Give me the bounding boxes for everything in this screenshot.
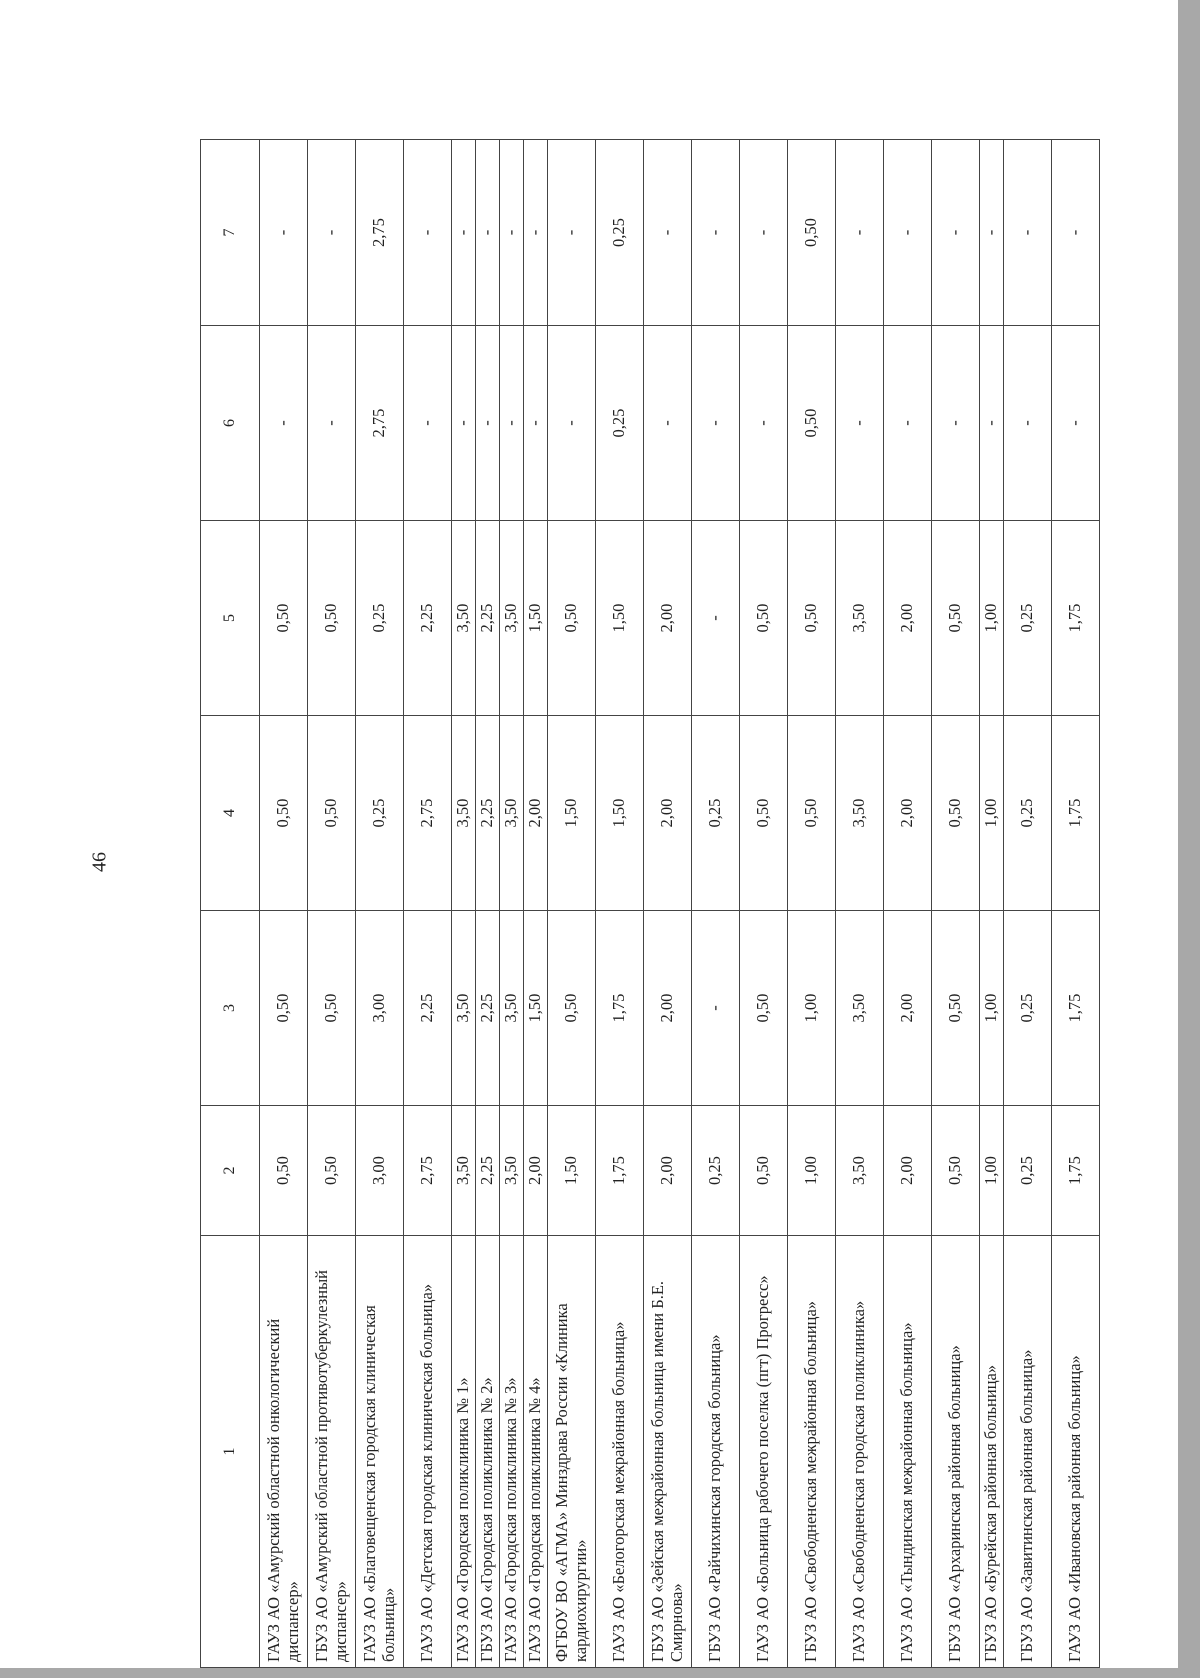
table-row — [740, 140, 788, 1668]
institution-name-cell: ГАУЗ АО «Городская поликлиника № 3» — [500, 1236, 524, 1668]
value-cell-col4: 0,25 — [692, 716, 740, 911]
table-row — [1052, 140, 1100, 1668]
value-cell-col2: 1,00 — [980, 1106, 1004, 1236]
institution-name-cell: ГАУЗ АО «Городская поликлиника № 4» — [524, 1236, 548, 1668]
value-cell-col7: - — [740, 140, 788, 326]
value-cell-col4: 0,50 — [932, 716, 980, 911]
value-cell-col5: 0,50 — [260, 521, 308, 716]
header-cell: 2 — [201, 1106, 260, 1236]
table-row — [308, 140, 356, 1668]
value-cell-col3: 2,00 — [884, 911, 932, 1106]
value-cell-col3: 2,25 — [476, 911, 500, 1106]
value-cell-col5: 1,75 — [1052, 521, 1100, 716]
value-cell-col2: 0,25 — [692, 1106, 740, 1236]
table-row — [596, 140, 644, 1668]
scan-edge-bottom — [0, 1668, 1200, 1678]
data-table — [200, 139, 1100, 1668]
value-cell-col4: 0,50 — [260, 716, 308, 911]
value-cell-col2: 2,75 — [404, 1106, 452, 1236]
value-cell-col4: 3,50 — [500, 716, 524, 911]
value-cell-col4: 0,25 — [356, 716, 404, 911]
value-cell-col7: - — [548, 140, 596, 326]
table-row — [476, 140, 500, 1668]
value-cell-col3: 2,25 — [404, 911, 452, 1106]
value-cell-col3: 3,00 — [356, 911, 404, 1106]
institution-name-cell: ГБУЗ АО «Бурейская районная больница» — [980, 1236, 1004, 1668]
institution-name-cell: ГАУЗ АО «Белогорская межрайонная больница» — [596, 1236, 644, 1668]
institution-name-cell: ГАУЗ АО «Благовещенская городская клиническая больница» — [356, 1236, 404, 1668]
value-cell-col4: 3,50 — [836, 716, 884, 911]
value-cell-col3: 0,50 — [740, 911, 788, 1106]
value-cell-col2: 3,50 — [452, 1106, 476, 1236]
institution-name-cell: ГАУЗ АО «Амурский областной онкологический диспансер» — [260, 1236, 308, 1668]
value-cell-col7: - — [452, 140, 476, 326]
value-cell-col7: - — [692, 140, 740, 326]
table-row — [644, 140, 692, 1668]
value-cell-col5: 2,00 — [884, 521, 932, 716]
value-cell-col5: 1,50 — [524, 521, 548, 716]
value-cell-col4: 0,50 — [308, 716, 356, 911]
value-cell-col3: 3,50 — [836, 911, 884, 1106]
value-cell-col6: 2,75 — [356, 326, 404, 521]
value-cell-col4: 1,50 — [548, 716, 596, 911]
value-cell-col5: 2,25 — [404, 521, 452, 716]
value-cell-col5: 2,25 — [476, 521, 500, 716]
table-row — [836, 140, 884, 1668]
institution-name-cell: ГБУЗ АО «Завитинская районная больница» — [1004, 1236, 1052, 1668]
value-cell-col7: - — [1052, 140, 1100, 326]
value-cell-col6: - — [980, 326, 1004, 521]
value-cell-col7: 0,50 — [788, 140, 836, 326]
header-cell: 7 — [201, 140, 260, 326]
value-cell-col2: 3,50 — [836, 1106, 884, 1236]
value-cell-col5: 1,50 — [596, 521, 644, 716]
table-row — [500, 140, 524, 1668]
table-row — [452, 140, 476, 1668]
value-cell-col3: 0,50 — [308, 911, 356, 1106]
value-cell-col5: 0,50 — [308, 521, 356, 716]
value-cell-col6: - — [476, 326, 500, 521]
value-cell-col4: 0,50 — [788, 716, 836, 911]
table-row — [980, 140, 1004, 1668]
institution-name-cell: ГБУЗ АО «Архаринская районная больница» — [932, 1236, 980, 1668]
value-cell-col5: 3,50 — [500, 521, 524, 716]
value-cell-col2: 2,00 — [644, 1106, 692, 1236]
institution-name-cell: ГБУЗ АО «Райчихинская городская больница» — [692, 1236, 740, 1668]
value-cell-col7: - — [644, 140, 692, 326]
table-row — [932, 140, 980, 1668]
value-cell-col6: - — [1004, 326, 1052, 521]
value-cell-col7: - — [932, 140, 980, 326]
value-cell-col7: - — [308, 140, 356, 326]
value-cell-col6: - — [500, 326, 524, 521]
value-cell-col5: 3,50 — [452, 521, 476, 716]
value-cell-col7: - — [836, 140, 884, 326]
table-row — [548, 140, 596, 1668]
table-row — [1004, 140, 1052, 1668]
value-cell-col2: 0,50 — [308, 1106, 356, 1236]
value-cell-col2: 1,50 — [548, 1106, 596, 1236]
table-body — [201, 140, 1100, 1668]
header-cell: 4 — [201, 716, 260, 911]
value-cell-col3: 1,50 — [524, 911, 548, 1106]
table-row — [356, 140, 404, 1668]
value-cell-col6: - — [308, 326, 356, 521]
table-row — [260, 140, 308, 1668]
value-cell-col5: 0,50 — [932, 521, 980, 716]
value-cell-col2: 2,25 — [476, 1106, 500, 1236]
value-cell-col4: 1,75 — [1052, 716, 1100, 911]
value-cell-col5: 2,00 — [644, 521, 692, 716]
institution-name-cell: ГАУЗ АО «Свободненская городская поликлиника» — [836, 1236, 884, 1668]
value-cell-col3: 1,00 — [980, 911, 1004, 1106]
value-cell-col3: 0,50 — [548, 911, 596, 1106]
value-cell-col2: 0,50 — [740, 1106, 788, 1236]
value-cell-col6: - — [548, 326, 596, 521]
value-cell-col2: 1,75 — [1052, 1106, 1100, 1236]
value-cell-col2: 1,75 — [596, 1106, 644, 1236]
value-cell-col7: - — [524, 140, 548, 326]
rotated-table-container — [200, 140, 1100, 1668]
value-cell-col2: 0,50 — [260, 1106, 308, 1236]
institution-name-cell: ГАУЗ АО «Тындинская межрайонная больница» — [884, 1236, 932, 1668]
value-cell-col3: 1,00 — [788, 911, 836, 1106]
value-cell-col5: 3,50 — [836, 521, 884, 716]
value-cell-col4: 2,25 — [476, 716, 500, 911]
value-cell-col6: - — [644, 326, 692, 521]
value-cell-col3: - — [692, 911, 740, 1106]
document-page: 46 1 2 3 4 5 6 7 ГАУЗ АО «Амурский областной онкологический диспансер» 0,50 0,50 0,50 0,50 - - ГБУЗ АО «Амурский областной противотуберкулезный диспансер» 0,50 0,50 0,50 0,50 - - ГАУЗ АО «Благовещенская городская клиническая больница» 3,00 3,00 0,25 0,25 2,75 2,75 ГАУЗ АО «Детская городская клиническая больница» 2,75 2,25 2,75 2,25 - - ГАУЗ АО «Городская поликлиника № 1» 3,50 3,50 3,50 3,50 - - ГБУЗ АО «Городская поликлиника № 2» 2,25 2,25 2,25 2,25 - - ГАУЗ АО «Городская поликлиника № 3» 3,50 3,50 3,50 3,50 - - ГАУЗ АО «Городская поликлиника № 4» 2,00 1,50 2,00 1,50 - - ФГБОУ ВО «АГМА» Минздрава России «Клиника кардиохирургии» 1,50 0,50 1,50 0,50 - - ГАУЗ АО «Белогорская межрайонная больница» 1,75 1,75 1,50 1,50 0,25 0,25 ГБУЗ АО «Зейская межрайонная больница имени Б.Е. Смирнова» 2,00 2,00 2,00 2,00 - - ГБУЗ АО «Райчихинская городская больница» 0,25 - 0,25 - - - ГАУЗ АО «Больница рабочего поселка (пгт) Прогресс» 0,50 0,50 0,50 0,50 - - ГБУЗ АО «Свободненская межрайонная больница» 1,00 1,00 0,50 0,50 0,50 0,50 ГАУЗ АО «Свободненская городская поликлиника» 3,50 3,50 3,50 3,50 - - ГАУЗ АО «Тындинская межрайонная больница» 2,00 2,00 2,00 2,00 - - ГБУЗ АО «Архаринская районная больница» 0,50 0,50 0,50 0,50 - - ГБУЗ АО «Бурейская районная больница» 1,00 1,00 1,00 1,00 - - ГБУЗ АО «Завитинская районная больница» 0,25 0,25 0,25 0,25 - - ГАУЗ АО «Ивановская районная больница» 1,75 1,75 1,75 1,75 - - — [0, 0, 1178, 1668]
value-cell-col7: - — [1004, 140, 1052, 326]
table-row — [884, 140, 932, 1668]
scan-edge-right — [1178, 0, 1200, 1678]
value-cell-col5: 0,25 — [1004, 521, 1052, 716]
value-cell-col2: 2,00 — [524, 1106, 548, 1236]
value-cell-col7: - — [980, 140, 1004, 326]
value-cell-col4: 2,75 — [404, 716, 452, 911]
value-cell-col7: 2,75 — [356, 140, 404, 326]
value-cell-col6: - — [692, 326, 740, 521]
header-cell: 6 — [201, 326, 260, 521]
table-row — [524, 140, 548, 1668]
value-cell-col3: 0,50 — [260, 911, 308, 1106]
value-cell-col6: - — [452, 326, 476, 521]
value-cell-col5: 0,50 — [788, 521, 836, 716]
value-cell-col2: 2,00 — [884, 1106, 932, 1236]
value-cell-col4: 2,00 — [884, 716, 932, 911]
institution-name-cell: ГБУЗ АО «Городская поликлиника № 2» — [476, 1236, 500, 1668]
value-cell-col4: 3,50 — [452, 716, 476, 911]
value-cell-col4: 1,00 — [980, 716, 1004, 911]
table-row — [692, 140, 740, 1668]
value-cell-col2: 3,50 — [500, 1106, 524, 1236]
value-cell-col3: 1,75 — [596, 911, 644, 1106]
value-cell-col3: 3,50 — [452, 911, 476, 1106]
value-cell-col3: 3,50 — [500, 911, 524, 1106]
value-cell-col7: - — [500, 140, 524, 326]
value-cell-col7: - — [476, 140, 500, 326]
value-cell-col6: - — [836, 326, 884, 521]
value-cell-col7: - — [404, 140, 452, 326]
value-cell-col6: 0,25 — [596, 326, 644, 521]
value-cell-col6: - — [932, 326, 980, 521]
value-cell-col2: 0,50 — [932, 1106, 980, 1236]
institution-name-cell: ГБУЗ АО «Зейская межрайонная больница имени Б.Е. Смирнова» — [644, 1236, 692, 1668]
value-cell-col5: 0,50 — [548, 521, 596, 716]
value-cell-col4: 2,00 — [644, 716, 692, 911]
value-cell-col3: 1,75 — [1052, 911, 1100, 1106]
institution-name-cell: ГАУЗ АО «Городская поликлиника № 1» — [452, 1236, 476, 1668]
value-cell-col7: 0,25 — [596, 140, 644, 326]
value-cell-col5: 0,25 — [356, 521, 404, 716]
value-cell-col6: - — [1052, 326, 1100, 521]
value-cell-col2: 3,00 — [356, 1106, 404, 1236]
header-cell: 5 — [201, 521, 260, 716]
value-cell-col6: - — [884, 326, 932, 521]
value-cell-col4: 1,50 — [596, 716, 644, 911]
institution-name-cell: ГАУЗ АО «Ивановская районная больница» — [1052, 1236, 1100, 1668]
institution-name-cell: ГАУЗ АО «Больница рабочего поселка (пгт) Прогресс» — [740, 1236, 788, 1668]
value-cell-col5: - — [692, 521, 740, 716]
institution-name-cell: ГБУЗ АО «Свободненская межрайонная больница» — [788, 1236, 836, 1668]
value-cell-col7: - — [260, 140, 308, 326]
value-cell-col3: 0,25 — [1004, 911, 1052, 1106]
table-header-row — [201, 140, 260, 1668]
value-cell-col4: 0,50 — [740, 716, 788, 911]
value-cell-col6: 0,50 — [788, 326, 836, 521]
value-cell-col2: 1,00 — [788, 1106, 836, 1236]
value-cell-col6: - — [404, 326, 452, 521]
value-cell-col4: 2,00 — [524, 716, 548, 911]
header-cell: 1 — [201, 1236, 260, 1668]
value-cell-col6: - — [524, 326, 548, 521]
value-cell-col4: 0,25 — [1004, 716, 1052, 911]
institution-name-cell: ГАУЗ АО «Детская городская клиническая больница» — [404, 1236, 452, 1668]
value-cell-col3: 0,50 — [932, 911, 980, 1106]
value-cell-col6: - — [740, 326, 788, 521]
value-cell-col5: 0,50 — [740, 521, 788, 716]
institution-name-cell: ГБУЗ АО «Амурский областной противотуберкулезный диспансер» — [308, 1236, 356, 1668]
table-row — [788, 140, 836, 1668]
institution-name-cell: ФГБОУ ВО «АГМА» Минздрава России «Клиника кардиохирургии» — [548, 1236, 596, 1668]
value-cell-col6: - — [260, 326, 308, 521]
value-cell-col2: 0,25 — [1004, 1106, 1052, 1236]
value-cell-col3: 2,00 — [644, 911, 692, 1106]
table-row — [404, 140, 452, 1668]
header-cell: 3 — [201, 911, 260, 1106]
value-cell-col5: 1,00 — [980, 521, 1004, 716]
value-cell-col7: - — [884, 140, 932, 326]
